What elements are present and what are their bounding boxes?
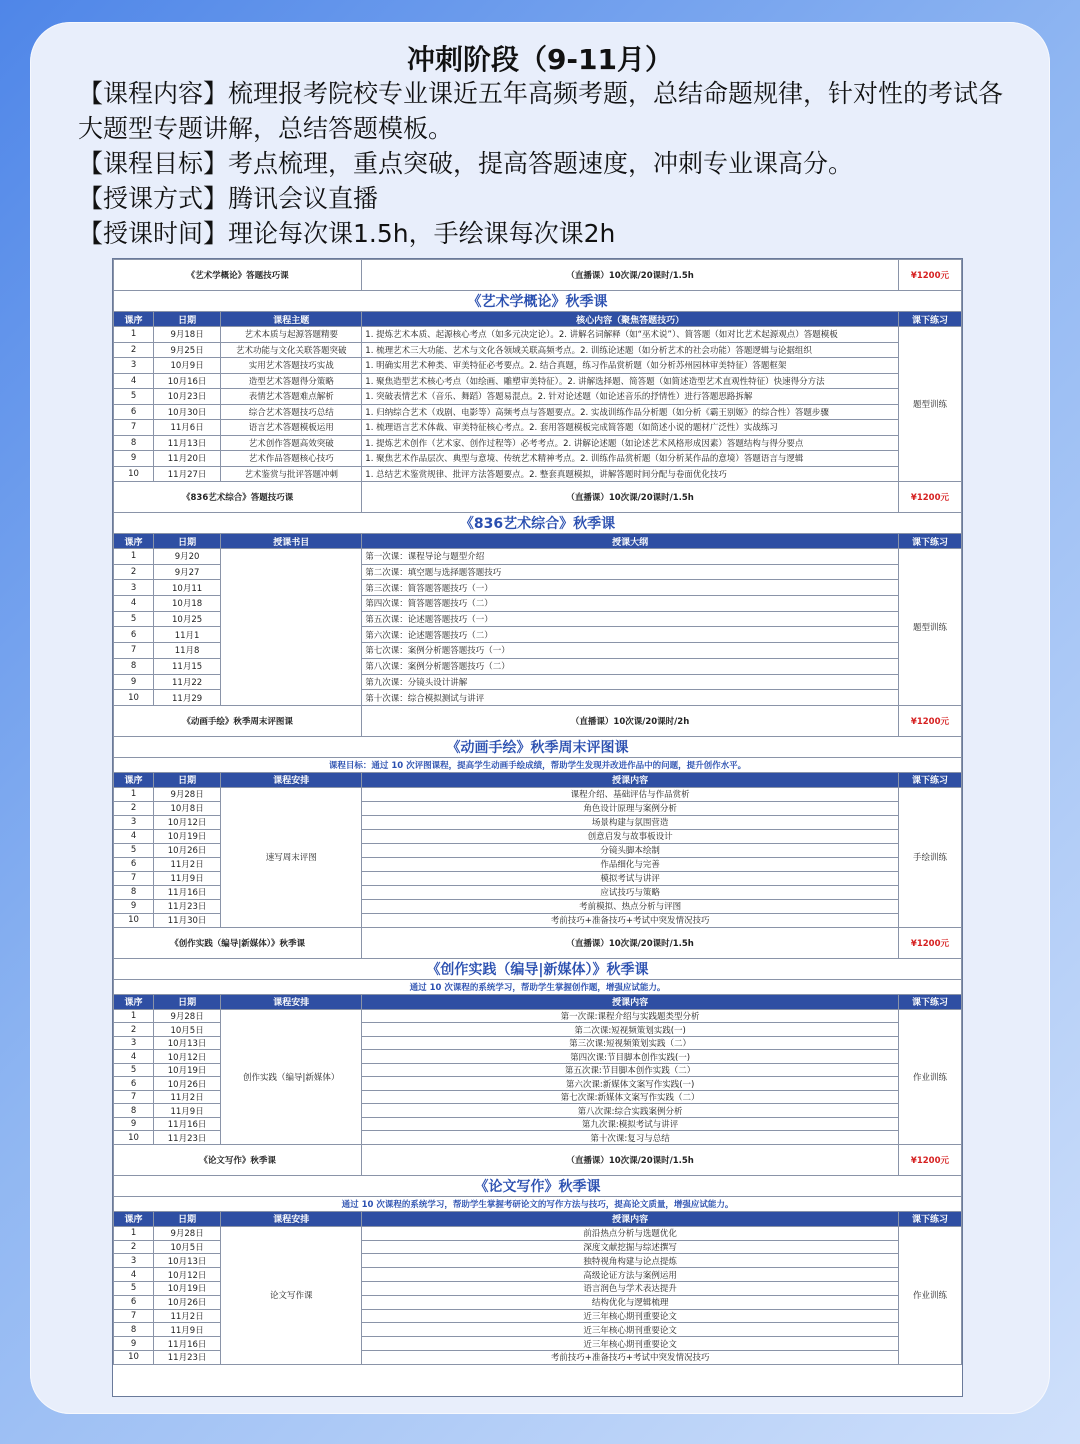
row-index: 9 bbox=[114, 899, 154, 913]
row-content: 1. 聚焦艺术作品层次、典型与意境、传统艺术精神考点。2. 训练作品赏析题（如分析某作品的意境）答题语言与逻辑 bbox=[362, 451, 899, 467]
row-index: 4 bbox=[114, 1050, 154, 1064]
column-header-row bbox=[114, 312, 962, 327]
row-date: 11月9日 bbox=[154, 1323, 221, 1337]
course-goal: 课程目标：通过 10 次评图课程，提高学生动画手绘成绩，帮助学生发现并改进作品中的问题，提升创作水平。 bbox=[114, 757, 962, 772]
row-index: 1 bbox=[114, 787, 154, 801]
table-row bbox=[114, 549, 962, 565]
table-row bbox=[114, 1009, 962, 1023]
intro-time: 【授课时间】理论每次课1.5h，手绘课每次课2h bbox=[78, 219, 616, 248]
course-info: （直播课）10次课/20课时/1.5h bbox=[362, 927, 899, 958]
row-index: 5 bbox=[114, 843, 154, 857]
row-date: 9月28日 bbox=[154, 1009, 221, 1023]
row-index: 3 bbox=[114, 815, 154, 829]
row-date: 11月6日 bbox=[154, 420, 221, 436]
column-header: 日期 bbox=[154, 994, 221, 1009]
course-header-row bbox=[114, 1144, 962, 1175]
arrangement-cell: 速写周末评图 bbox=[221, 787, 362, 927]
table-row bbox=[114, 404, 962, 420]
row-index: 7 bbox=[114, 871, 154, 885]
row-date: 10月30日 bbox=[154, 404, 221, 420]
course-title: 《创作实践（编导|新媒体）》秋季课 bbox=[114, 958, 962, 979]
table-row bbox=[114, 342, 962, 358]
table-row bbox=[114, 420, 962, 436]
row-index: 5 bbox=[114, 1282, 154, 1296]
row-date: 9月25日 bbox=[154, 342, 221, 358]
row-date: 10月9日 bbox=[154, 358, 221, 374]
row-index: 10 bbox=[114, 1351, 154, 1365]
column-header: 课下练习 bbox=[898, 534, 961, 549]
row-content: 第四次课:节目脚本创作实践(一) bbox=[362, 1050, 899, 1064]
row-index: 6 bbox=[114, 857, 154, 871]
row-outline: 第四次课：简答题答题技巧（二） bbox=[362, 596, 899, 612]
course-price: ¥1200元 bbox=[898, 927, 961, 958]
table-row bbox=[114, 435, 962, 451]
course-price: ¥1200元 bbox=[898, 1144, 961, 1175]
intro-block bbox=[78, 76, 1018, 251]
row-index: 9 bbox=[114, 1117, 154, 1131]
row-date: 9月20 bbox=[154, 549, 221, 565]
row-date: 10月19日 bbox=[154, 829, 221, 843]
row-content: 1. 梳理艺术三大功能、艺术与文化各领域关联高频考点。2. 训练论述题（如分析艺术的社会功能）答题逻辑与论据组织 bbox=[362, 342, 899, 358]
row-index: 5 bbox=[114, 389, 154, 405]
table-row bbox=[114, 373, 962, 389]
row-index: 10 bbox=[114, 1131, 154, 1145]
row-topic: 艺术功能与文化关联答题突破 bbox=[221, 342, 362, 358]
column-header: 日期 bbox=[154, 1211, 221, 1226]
row-date: 9月18日 bbox=[154, 327, 221, 343]
row-index: 2 bbox=[114, 801, 154, 815]
row-content: 第一次课:课程介绍与实践题类型分析 bbox=[362, 1009, 899, 1023]
schedule-table bbox=[113, 259, 962, 1365]
row-date: 11月1 bbox=[154, 627, 221, 643]
row-index: 10 bbox=[114, 690, 154, 706]
row-content: 结构优化与逻辑梳理 bbox=[362, 1295, 899, 1309]
column-header: 日期 bbox=[154, 312, 221, 327]
row-index: 2 bbox=[114, 1240, 154, 1254]
course-info: （直播课）10次课/20课时/1.5h bbox=[362, 260, 899, 291]
row-content: 考前技巧+准备技巧+考试中突发情况技巧 bbox=[362, 1351, 899, 1365]
row-index: 6 bbox=[114, 627, 154, 643]
column-header: 授课内容 bbox=[362, 994, 899, 1009]
row-index: 1 bbox=[114, 549, 154, 565]
table-row bbox=[114, 389, 962, 405]
row-content: 第十次课:复习与总结 bbox=[362, 1131, 899, 1145]
row-content: 深度文献挖掘与综述撰写 bbox=[362, 1240, 899, 1254]
course-name: 《论文写作》秋季课 bbox=[114, 1144, 362, 1175]
row-date: 10月12日 bbox=[154, 815, 221, 829]
row-index: 3 bbox=[114, 580, 154, 596]
row-topic: 综合艺术答题技巧总结 bbox=[221, 404, 362, 420]
course-title-row bbox=[114, 1175, 962, 1196]
row-topic: 造型艺术答题得分策略 bbox=[221, 373, 362, 389]
column-header-row bbox=[114, 534, 962, 549]
row-date: 9月28日 bbox=[154, 787, 221, 801]
row-date: 9月28日 bbox=[154, 1226, 221, 1240]
row-index: 8 bbox=[114, 658, 154, 674]
row-date: 11月16日 bbox=[154, 1337, 221, 1351]
row-content: 第六次课:新媒体文案写作实践(一) bbox=[362, 1077, 899, 1091]
course-header-row bbox=[114, 260, 962, 291]
column-header-row bbox=[114, 772, 962, 787]
row-date: 10月25 bbox=[154, 611, 221, 627]
row-content: 1. 聚焦造型艺术核心考点（如绘画、雕塑审美特征）。2. 讲解选择题、简答题（如简述造型艺术直观性特征）快速得分方法 bbox=[362, 373, 899, 389]
row-outline: 第九次课：分镜头设计讲解 bbox=[362, 674, 899, 690]
row-index: 6 bbox=[114, 1295, 154, 1309]
row-index: 6 bbox=[114, 1077, 154, 1091]
course-title-row bbox=[114, 513, 962, 534]
course-name: 《创作实践（编导|新媒体）》秋季课 bbox=[114, 927, 362, 958]
row-content: 模拟考试与讲评 bbox=[362, 871, 899, 885]
row-content: 应试技巧与策略 bbox=[362, 885, 899, 899]
row-outline: 第八次课：案例分析题答题技巧（二） bbox=[362, 658, 899, 674]
table-row bbox=[114, 451, 962, 467]
row-index: 2 bbox=[114, 1023, 154, 1037]
row-index: 3 bbox=[114, 1036, 154, 1050]
course-goal: 通过 10 次课程的系统学习，帮助学生掌握创作题，增强应试能力。 bbox=[114, 979, 962, 994]
row-content: 近三年核心期刊重要论文 bbox=[362, 1323, 899, 1337]
row-date: 11月2日 bbox=[154, 857, 221, 871]
column-header: 课序 bbox=[114, 312, 154, 327]
row-date: 11月20日 bbox=[154, 451, 221, 467]
row-content: 1. 归纳综合艺术（戏剧、电影等）高频考点与答题要点。2. 实战训练作品分析题（如分析《霸王别姬》的综合性）答题步骤 bbox=[362, 404, 899, 420]
row-date: 10月12日 bbox=[154, 1268, 221, 1282]
arrangement-cell: 论文写作课 bbox=[221, 1226, 362, 1364]
course-goal: 通过 10 次课程的系统学习，帮助学生掌握考研论文的写作方法与技巧，提高论文质量，增强应试能力。 bbox=[114, 1196, 962, 1211]
row-date: 11月15 bbox=[154, 658, 221, 674]
row-date: 11月2日 bbox=[154, 1309, 221, 1323]
intro-content: 【课程内容】梳理报考院校专业课近五年高频考题，总结命题规律，针对性的考试各大题型专题讲解，总结答题模板。 bbox=[78, 79, 1004, 143]
row-index: 8 bbox=[114, 885, 154, 899]
row-content: 第八次课:综合实践案例分析 bbox=[362, 1104, 899, 1118]
row-index: 10 bbox=[114, 913, 154, 927]
course-title: 《动画手绘》秋季周末评图课 bbox=[114, 736, 962, 757]
row-index: 9 bbox=[114, 674, 154, 690]
row-index: 1 bbox=[114, 1009, 154, 1023]
row-date: 10月23日 bbox=[154, 389, 221, 405]
row-index: 1 bbox=[114, 327, 154, 343]
row-topic: 艺术创作答题高效突破 bbox=[221, 435, 362, 451]
column-header: 课下练习 bbox=[898, 1211, 961, 1226]
course-info: （直播课）10次课/20课时/2h bbox=[362, 705, 899, 736]
course-title: 《艺术学概论》秋季课 bbox=[114, 291, 962, 312]
row-date: 11月9日 bbox=[154, 871, 221, 885]
row-content: 创意启发与故事板设计 bbox=[362, 829, 899, 843]
row-content: 近三年核心期刊重要论文 bbox=[362, 1309, 899, 1323]
practice-cell: 手绘训练 bbox=[898, 787, 961, 927]
row-outline: 第六次课：论述题答题技巧（二） bbox=[362, 627, 899, 643]
row-date: 10月19日 bbox=[154, 1282, 221, 1296]
row-topic: 艺术本质与起源答题精要 bbox=[221, 327, 362, 343]
practice-cell: 作业训练 bbox=[898, 1226, 961, 1364]
column-header: 课程安排 bbox=[221, 772, 362, 787]
row-content: 独特视角构建与论点提炼 bbox=[362, 1254, 899, 1268]
row-content: 角色设计原理与案例分析 bbox=[362, 801, 899, 815]
row-date: 10月5日 bbox=[154, 1023, 221, 1037]
row-date: 10月13日 bbox=[154, 1036, 221, 1050]
course-header-row bbox=[114, 482, 962, 513]
column-header: 课程主题 bbox=[221, 312, 362, 327]
row-date: 11月16日 bbox=[154, 1117, 221, 1131]
row-date: 9月27 bbox=[154, 564, 221, 580]
column-header: 授课大纲 bbox=[362, 534, 899, 549]
row-content: 第二次课:短视频策划实践(一) bbox=[362, 1023, 899, 1037]
course-name: 《艺术学概论》答题技巧课 bbox=[114, 260, 362, 291]
row-date: 10月11 bbox=[154, 580, 221, 596]
course-title-row bbox=[114, 958, 962, 979]
column-header: 课序 bbox=[114, 534, 154, 549]
column-header: 日期 bbox=[154, 772, 221, 787]
row-index: 2 bbox=[114, 564, 154, 580]
row-outline: 第一次课：课程导论与题型介绍 bbox=[362, 549, 899, 565]
row-date: 11月30日 bbox=[154, 913, 221, 927]
row-topic: 语言艺术答题模板运用 bbox=[221, 420, 362, 436]
row-outline: 第二次课：填空题与选择题答题技巧 bbox=[362, 564, 899, 580]
row-date: 11月29 bbox=[154, 690, 221, 706]
row-date: 10月5日 bbox=[154, 1240, 221, 1254]
row-date: 10月16日 bbox=[154, 373, 221, 389]
row-date: 11月13日 bbox=[154, 435, 221, 451]
row-index: 7 bbox=[114, 1309, 154, 1323]
row-content: 语言润色与学术表达提升 bbox=[362, 1282, 899, 1296]
row-index: 5 bbox=[114, 1063, 154, 1077]
course-header-row bbox=[114, 705, 962, 736]
course-info: （直播课）10次课/20课时/1.5h bbox=[362, 482, 899, 513]
course-name: 《836艺术综合》答题技巧课 bbox=[114, 482, 362, 513]
row-content: 第九次课:模拟考试与讲评 bbox=[362, 1117, 899, 1131]
practice-cell: 题型训练 bbox=[898, 549, 961, 706]
course-goal-row bbox=[114, 979, 962, 994]
row-index: 7 bbox=[114, 1090, 154, 1104]
row-index: 10 bbox=[114, 466, 154, 482]
row-content: 第七次课:新媒体文案写作实践（二） bbox=[362, 1090, 899, 1104]
column-header: 日期 bbox=[154, 534, 221, 549]
course-title-row bbox=[114, 291, 962, 312]
row-content: 高级论证方法与案例运用 bbox=[362, 1268, 899, 1282]
page-title: 冲刺阶段（9-11月） bbox=[406, 43, 674, 76]
row-content: 1. 总结艺术鉴赏规律、批评方法答题要点。2. 整套真题模拟，讲解答题时间分配与卷面优化技巧 bbox=[362, 466, 899, 482]
row-index: 4 bbox=[114, 829, 154, 843]
row-index: 4 bbox=[114, 1268, 154, 1282]
row-outline: 第五次课：论述题答题技巧（一） bbox=[362, 611, 899, 627]
row-date: 11月22 bbox=[154, 674, 221, 690]
column-header: 课下练习 bbox=[898, 312, 961, 327]
row-date: 11月27日 bbox=[154, 466, 221, 482]
course-goal-row bbox=[114, 1196, 962, 1211]
table-row bbox=[114, 466, 962, 482]
course-price: ¥1200元 bbox=[898, 260, 961, 291]
row-index: 1 bbox=[114, 1226, 154, 1240]
row-content: 第五次课:节目脚本创作实践（二） bbox=[362, 1063, 899, 1077]
course-title: 《论文写作》秋季课 bbox=[114, 1175, 962, 1196]
row-date: 11月9日 bbox=[154, 1104, 221, 1118]
row-topic: 艺术鉴赏与批评答题冲刺 bbox=[221, 466, 362, 482]
course-title-row bbox=[114, 736, 962, 757]
row-date: 10月26日 bbox=[154, 1077, 221, 1091]
column-header-row bbox=[114, 1211, 962, 1226]
course-name: 《动画手绘》秋季周末评图课 bbox=[114, 705, 362, 736]
column-header: 课序 bbox=[114, 994, 154, 1009]
intro-goal: 【课程目标】考点梳理，重点突破，提高答题速度，冲刺专业课高分。 bbox=[78, 149, 854, 178]
row-date: 10月8日 bbox=[154, 801, 221, 815]
row-content: 近三年核心期刊重要论文 bbox=[362, 1337, 899, 1351]
row-date: 10月13日 bbox=[154, 1254, 221, 1268]
row-content: 前沿热点分析与选题优化 bbox=[362, 1226, 899, 1240]
row-date: 11月23日 bbox=[154, 1131, 221, 1145]
row-index: 6 bbox=[114, 404, 154, 420]
row-content: 第三次课:短视频策划实践（二） bbox=[362, 1036, 899, 1050]
row-date: 10月18 bbox=[154, 596, 221, 612]
row-date: 10月26日 bbox=[154, 843, 221, 857]
row-index: 8 bbox=[114, 435, 154, 451]
row-topic: 表情艺术答题难点解析 bbox=[221, 389, 362, 405]
row-topic: 艺术作品答题核心技巧 bbox=[221, 451, 362, 467]
row-outline: 第十次课：综合模拟测试与讲评 bbox=[362, 690, 899, 706]
column-header: 授课书目 bbox=[221, 534, 362, 549]
row-index: 9 bbox=[114, 1337, 154, 1351]
row-content: 课程介绍、基础评估与作品赏析 bbox=[362, 787, 899, 801]
table-row bbox=[114, 358, 962, 374]
book-cell bbox=[221, 549, 362, 706]
row-content: 分镜头脚本绘制 bbox=[362, 843, 899, 857]
row-date: 11月23日 bbox=[154, 899, 221, 913]
row-date: 11月23日 bbox=[154, 1351, 221, 1365]
course-price: ¥1200元 bbox=[898, 705, 961, 736]
row-content: 考前模拟、热点分析与评图 bbox=[362, 899, 899, 913]
column-header: 课下练习 bbox=[898, 772, 961, 787]
row-content: 考前技巧+准备技巧+考试中突发情况技巧 bbox=[362, 913, 899, 927]
column-header: 课程安排 bbox=[221, 1211, 362, 1226]
row-index: 8 bbox=[114, 1323, 154, 1337]
column-header: 授课内容 bbox=[362, 1211, 899, 1226]
column-header: 课下练习 bbox=[898, 994, 961, 1009]
table-row bbox=[114, 787, 962, 801]
row-index: 3 bbox=[114, 1254, 154, 1268]
row-content: 1. 提炼艺术本质、起源核心考点（如多元决定论）。2. 讲解名词解释（如“巫术说”）、简答题（如对比艺术起源观点）答题模板 bbox=[362, 327, 899, 343]
row-topic: 实用艺术答题技巧实战 bbox=[221, 358, 362, 374]
row-outline: 第三次课：简答题答题技巧（一） bbox=[362, 580, 899, 596]
row-content: 1. 明确实用艺术种类、审美特征必考要点。2. 结合真题，练习作品赏析题（如分析苏州园林审美特征）答题框架 bbox=[362, 358, 899, 374]
row-index: 3 bbox=[114, 358, 154, 374]
arrangement-cell: 创作实践（编导|新媒体） bbox=[221, 1009, 362, 1144]
row-index: 7 bbox=[114, 420, 154, 436]
row-content: 1. 梳理语言艺术体裁、审美特征核心考点。2. 套用答题模板完成简答题（如简述小说的题材广泛性）实战练习 bbox=[362, 420, 899, 436]
practice-cell: 题型训练 bbox=[898, 327, 961, 482]
column-header-row bbox=[114, 994, 962, 1009]
row-index: 4 bbox=[114, 596, 154, 612]
row-index: 8 bbox=[114, 1104, 154, 1118]
row-date: 10月26日 bbox=[154, 1295, 221, 1309]
row-content: 场景构建与氛围营造 bbox=[362, 815, 899, 829]
row-index: 5 bbox=[114, 611, 154, 627]
column-header: 课序 bbox=[114, 1211, 154, 1226]
table-row bbox=[114, 327, 962, 343]
schedule-sheet bbox=[112, 258, 963, 1397]
intro-method: 【授课方式】腾讯会议直播 bbox=[78, 184, 379, 213]
column-header: 核心内容（聚焦答题技巧） bbox=[362, 312, 899, 327]
practice-cell: 作业训练 bbox=[898, 1009, 961, 1144]
row-index: 9 bbox=[114, 451, 154, 467]
row-index: 2 bbox=[114, 342, 154, 358]
course-header-row bbox=[114, 927, 962, 958]
course-info: （直播课）10次课/20课时/1.5h bbox=[362, 1144, 899, 1175]
row-content: 1. 提炼艺术创作（艺术家、创作过程等）必考考点。2. 讲解论述题（如论述艺术风格形成因素）答题结构与得分要点 bbox=[362, 435, 899, 451]
row-content: 作品细化与完善 bbox=[362, 857, 899, 871]
row-content: 1. 突破表情艺术（音乐、舞蹈）答题易混点。2. 针对论述题（如论述音乐的抒情性）进行答题思路拆解 bbox=[362, 389, 899, 405]
course-title: 《836艺术综合》秋季课 bbox=[114, 513, 962, 534]
row-index: 4 bbox=[114, 373, 154, 389]
table-row bbox=[114, 1226, 962, 1240]
column-header: 授课内容 bbox=[362, 772, 899, 787]
column-header: 课序 bbox=[114, 772, 154, 787]
row-outline: 第七次课：案例分析题答题技巧（一） bbox=[362, 643, 899, 659]
row-date: 11月8 bbox=[154, 643, 221, 659]
row-date: 11月2日 bbox=[154, 1090, 221, 1104]
row-index: 7 bbox=[114, 643, 154, 659]
row-date: 10月12日 bbox=[154, 1050, 221, 1064]
column-header: 课程安排 bbox=[221, 994, 362, 1009]
course-goal-row bbox=[114, 757, 962, 772]
course-price: ¥1200元 bbox=[898, 482, 961, 513]
row-date: 11月16日 bbox=[154, 885, 221, 899]
row-date: 10月19日 bbox=[154, 1063, 221, 1077]
